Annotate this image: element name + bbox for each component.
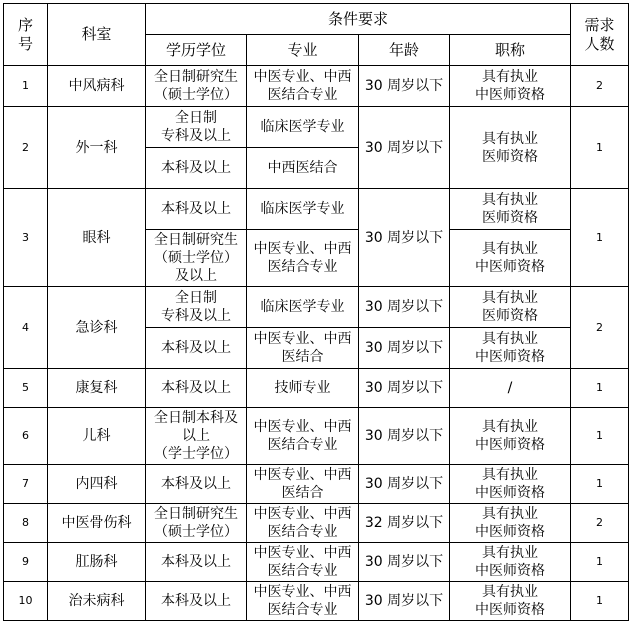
seq-cell: 7 [4, 465, 48, 504]
cell-line: / [507, 380, 513, 396]
education-cell [146, 504, 247, 543]
cell-line: 具有执业 [482, 545, 538, 561]
major-cell [247, 328, 359, 369]
major-cell [247, 408, 359, 465]
cell-line: 具有执业 [482, 419, 538, 435]
title-cell [450, 408, 571, 465]
count-cell: 1 [571, 189, 629, 287]
cell-line: 本科及以上 [161, 554, 231, 570]
cell-line: 医师资格 [482, 148, 538, 165]
dept-cell: 治未病科 [48, 582, 146, 621]
count-cell: 1 [571, 582, 629, 621]
age-cell: 30 周岁以下 [359, 328, 450, 369]
recruitment-table [3, 3, 629, 621]
cell-line: 中医师资格 [475, 87, 545, 103]
table-row [4, 408, 629, 465]
cell-line: 中医师资格 [475, 349, 545, 365]
title-cell [450, 230, 571, 287]
cell-line: 专科及以上 [161, 128, 231, 144]
cell-line: 具有执业 [482, 192, 538, 208]
cell-line: 医师资格 [482, 210, 538, 226]
title-cell [450, 582, 571, 621]
cell-line: 全日制本科及 [154, 410, 238, 426]
header-dept: 科室 [48, 4, 146, 66]
cell-line: 本科及以上 [161, 380, 231, 396]
cell-line: 全日制研究生 [154, 506, 238, 522]
cell-line: （硕士学位） [154, 250, 238, 266]
cell-line: 本科及以上 [161, 160, 231, 176]
cell-line: 具有执业 [482, 130, 538, 147]
seq-cell: 8 [4, 504, 48, 543]
table-row [4, 287, 629, 328]
education-cell [146, 148, 247, 189]
education-cell [146, 582, 247, 621]
count-cell: 2 [571, 504, 629, 543]
cell-line: 中医师资格 [475, 259, 545, 275]
cell-line: 中医专业、中西 [253, 331, 352, 347]
count-cell: 1 [571, 465, 629, 504]
cell-line: 中西医结合 [267, 160, 338, 176]
cell-line: 医结合专业 [267, 563, 338, 579]
header-education: 学历学位 [146, 35, 247, 66]
cell-line: 具有执业 [482, 241, 538, 257]
header-title: 职称 [450, 35, 571, 66]
education-cell [146, 328, 247, 369]
age-cell: 30 周岁以下 [359, 582, 450, 621]
table-row [4, 189, 629, 230]
cell-line: 具有执业 [482, 467, 538, 483]
title-cell [450, 328, 571, 369]
cell-line: 本科及以上 [161, 476, 231, 492]
table-row [4, 66, 629, 107]
cell-line: 具有执业 [482, 331, 538, 347]
major-cell [247, 504, 359, 543]
education-cell [146, 287, 247, 328]
cell-line: 中医专业、中西 [253, 241, 352, 257]
header-major: 专业 [247, 35, 359, 66]
cell-line: 中医专业、中西 [253, 584, 352, 600]
cell-line: 中医师资格 [475, 485, 545, 501]
cell-line: 医结合专业 [267, 87, 338, 103]
dept-cell: 急诊科 [48, 287, 146, 369]
cell-line: 中医专业、中西 [253, 545, 352, 561]
table-row [4, 504, 629, 543]
age-cell: 32 周岁以下 [359, 504, 450, 543]
major-cell [247, 465, 359, 504]
title-cell [450, 465, 571, 504]
count-cell: 1 [571, 369, 629, 408]
seq-cell: 6 [4, 408, 48, 465]
cell-line: 中医师资格 [475, 524, 545, 540]
age-cell: 30 周岁以下 [359, 369, 450, 408]
major-cell [247, 287, 359, 328]
cell-line: 以上 [182, 428, 210, 444]
cell-line: 具有执业 [482, 290, 538, 306]
cell-line: （硕士学位） [154, 87, 238, 103]
cell-line: 医结合 [281, 485, 324, 501]
education-cell [146, 369, 247, 408]
cell-line: 全日制 [175, 290, 217, 306]
table-row [4, 543, 629, 582]
title-cell [450, 504, 571, 543]
cell-line: 中医专业、中西 [253, 69, 352, 85]
major-cell [247, 189, 359, 230]
cell-line: 全日制 [175, 110, 217, 126]
cell-line: 临床医学专业 [260, 299, 345, 315]
count-cell: 1 [571, 408, 629, 465]
age-cell: 30 周岁以下 [359, 287, 450, 328]
education-cell [146, 107, 247, 148]
dept-cell: 内四科 [48, 465, 146, 504]
major-cell [247, 582, 359, 621]
seq-cell: 3 [4, 189, 48, 287]
table-row [4, 582, 629, 621]
seq-cell: 2 [4, 107, 48, 189]
age-cell: 30 周岁以下 [359, 189, 450, 287]
table-row [4, 465, 629, 504]
cell-line: 中医师资格 [475, 437, 545, 453]
cell-line: 临床医学专业 [260, 201, 345, 217]
cell-line: （硕士学位） [154, 524, 238, 540]
dept-cell: 肛肠科 [48, 543, 146, 582]
header-count: 需求 人数 [571, 4, 629, 66]
cell-line: 具有执业 [482, 69, 538, 85]
cell-line: 临床医学专业 [260, 119, 345, 135]
cell-line: 医结合专业 [267, 524, 338, 540]
title-cell [450, 189, 571, 230]
age-cell: 30 周岁以下 [359, 66, 450, 107]
table-row [4, 369, 629, 408]
cell-line: 医结合专业 [267, 602, 338, 618]
header-conditions: 条件要求 [146, 4, 571, 35]
count-cell: 2 [571, 66, 629, 107]
major-cell [247, 148, 359, 189]
title-cell [450, 543, 571, 582]
seq-cell: 1 [4, 66, 48, 107]
cell-line: 技师专业 [274, 380, 331, 396]
education-cell [146, 408, 247, 465]
seq-cell: 10 [4, 582, 48, 621]
cell-line: 中医专业、中西 [253, 419, 352, 435]
cell-line: （学士学位） [154, 446, 238, 462]
cell-line: 专科及以上 [161, 308, 231, 324]
major-cell [247, 230, 359, 287]
major-cell [247, 107, 359, 148]
count-cell: 1 [571, 543, 629, 582]
age-cell: 30 周岁以下 [359, 107, 450, 189]
cell-line: 本科及以上 [161, 593, 231, 609]
title-cell [450, 66, 571, 107]
header-age: 年龄 [359, 35, 450, 66]
education-cell [146, 66, 247, 107]
age-cell: 30 周岁以下 [359, 543, 450, 582]
major-cell [247, 543, 359, 582]
table-row [4, 107, 629, 148]
cell-line: 具有执业 [482, 506, 538, 522]
cell-line: 医师资格 [482, 308, 538, 324]
cell-line: 中医专业、中西 [253, 506, 352, 522]
dept-cell: 中风病科 [48, 66, 146, 107]
cell-line: 医结合专业 [267, 259, 338, 275]
cell-line: 中医师资格 [475, 563, 545, 579]
education-cell [146, 543, 247, 582]
cell-line: 医结合 [281, 349, 324, 365]
major-cell [247, 66, 359, 107]
education-cell [146, 465, 247, 504]
major-cell [247, 369, 359, 408]
education-cell [146, 230, 247, 287]
count-cell: 1 [571, 107, 629, 189]
header-seq: 序 号 [4, 4, 48, 66]
cell-line: 全日制研究生 [154, 232, 238, 248]
dept-cell: 外一科 [48, 107, 146, 189]
cell-line: 本科及以上 [161, 340, 231, 356]
age-cell: 30 周岁以下 [359, 465, 450, 504]
cell-line: 具有执业 [482, 584, 538, 600]
age-cell: 30 周岁以下 [359, 408, 450, 465]
cell-line: 医结合专业 [267, 437, 338, 453]
seq-cell: 5 [4, 369, 48, 408]
dept-cell: 眼科 [48, 189, 146, 287]
count-cell: 2 [571, 287, 629, 369]
cell-line: 及以上 [175, 268, 217, 284]
dept-cell: 中医骨伤科 [48, 504, 146, 543]
education-cell [146, 189, 247, 230]
dept-cell: 康复科 [48, 369, 146, 408]
seq-cell: 4 [4, 287, 48, 369]
cell-line: 中医师资格 [475, 602, 545, 618]
cell-line: 中医专业、中西 [253, 467, 352, 483]
title-cell [450, 369, 571, 408]
cell-line: 本科及以上 [161, 201, 231, 217]
title-cell [450, 107, 571, 189]
cell-line: 全日制研究生 [154, 69, 238, 85]
seq-cell: 9 [4, 543, 48, 582]
dept-cell: 儿科 [48, 408, 146, 465]
title-cell [450, 287, 571, 328]
